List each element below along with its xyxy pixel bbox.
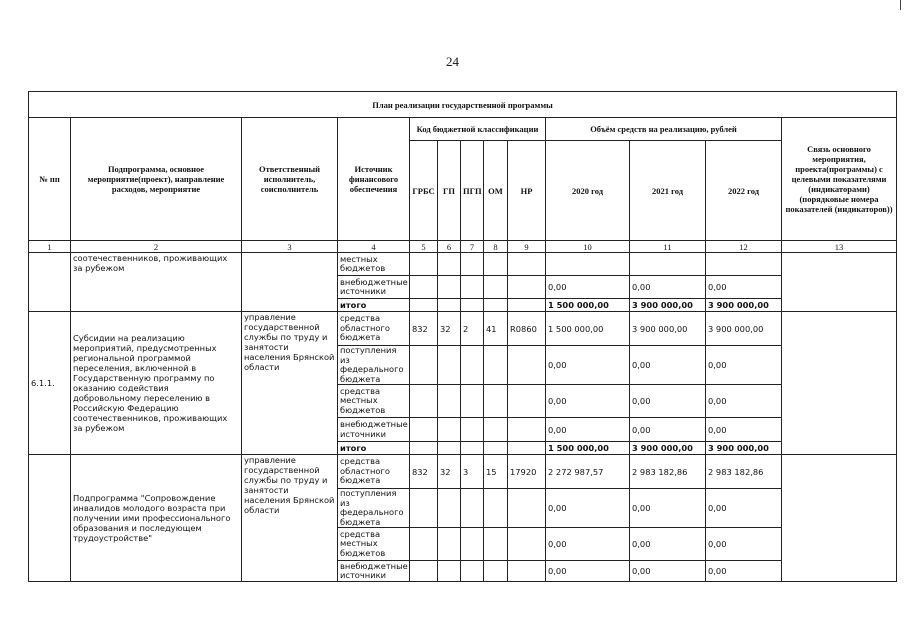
source-cell: внебюджетные источники bbox=[338, 418, 410, 442]
total-2022: 3 900 000,00 bbox=[706, 299, 782, 312]
measure-name: соотечественников, проживающих за рубежом bbox=[71, 253, 242, 312]
table-row bbox=[29, 455, 897, 489]
header-num: № пп bbox=[29, 118, 71, 241]
source-cell: средства местных бюджетов bbox=[338, 385, 410, 418]
source-cell: внебюджетные источники bbox=[338, 561, 410, 582]
column-number: 8 bbox=[484, 241, 508, 253]
header-responsible: Ответственный исполнитель, соисполнитель bbox=[242, 118, 338, 241]
column-number: 7 bbox=[461, 241, 484, 253]
source-cell: средства областного бюджета bbox=[338, 455, 410, 489]
num-cell bbox=[29, 253, 71, 312]
responsible-cell: управление государственной службы по труду и занятости населения Брянской области bbox=[242, 455, 338, 582]
column-number: 6 bbox=[438, 241, 461, 253]
column-number: 9 bbox=[508, 241, 546, 253]
value-2022: 3 900 000,00 bbox=[706, 312, 782, 346]
num-cell bbox=[29, 455, 71, 582]
plan-table bbox=[28, 91, 897, 582]
column-number: 12 bbox=[706, 241, 782, 253]
column-number: 2 bbox=[71, 241, 242, 253]
total-2021: 3 900 000,00 bbox=[630, 299, 706, 312]
value-2022: 0,00 bbox=[706, 489, 782, 528]
value-2020: 2 272 987,57 bbox=[546, 455, 630, 489]
table-row bbox=[29, 253, 897, 276]
column-number: 1 bbox=[29, 241, 71, 253]
value-2020: 0,00 bbox=[546, 561, 630, 582]
header-link: Связь основного мероприятия, проекта(программы) с целевыми показателями (индикаторами) (порядковые номера показателей (индикаторов)) bbox=[782, 118, 897, 241]
header-name: Подпрограмма, основное мероприятие(проект), направление расходов, мероприятие bbox=[71, 118, 242, 241]
gp-cell: 32 bbox=[438, 455, 461, 489]
responsible-cell bbox=[242, 253, 338, 312]
value-2020 bbox=[546, 253, 630, 276]
table-row bbox=[29, 312, 897, 346]
header-nr: НР bbox=[508, 141, 546, 241]
grbs-cell: 832 bbox=[410, 312, 438, 346]
header-2022: 2022 год bbox=[706, 141, 782, 241]
total-2021: 3 900 000,00 bbox=[630, 442, 706, 455]
value-2021: 0,00 bbox=[630, 418, 706, 442]
column-number: 4 bbox=[338, 241, 410, 253]
total-2020: 1 500 000,00 bbox=[546, 299, 630, 312]
om-cell: 15 bbox=[484, 455, 508, 489]
column-number: 5 bbox=[410, 241, 438, 253]
header-2021: 2021 год bbox=[630, 141, 706, 241]
source-cell: внебюджетные источники bbox=[338, 276, 410, 299]
total-label: итого bbox=[338, 299, 410, 312]
source-cell: местных бюджетов bbox=[338, 253, 410, 276]
column-number: 3 bbox=[242, 241, 338, 253]
value-2020: 0,00 bbox=[546, 528, 630, 561]
value-2021: 0,00 bbox=[630, 385, 706, 418]
header-om: ОМ bbox=[484, 141, 508, 241]
value-2022: 0,00 bbox=[706, 561, 782, 582]
value-2021: 3 900 000,00 bbox=[630, 312, 706, 346]
nr-cell: 17920 bbox=[508, 455, 546, 489]
corner-mark bbox=[900, 0, 901, 10]
value-2021 bbox=[630, 253, 706, 276]
source-cell: поступления из федерального бюджета bbox=[338, 346, 410, 385]
column-number: 11 bbox=[630, 241, 706, 253]
value-2021: 0,00 bbox=[630, 346, 706, 385]
header-pgp: ПГП bbox=[461, 141, 484, 241]
header-funds: Объём средств на реализацию, рублей bbox=[546, 118, 782, 141]
total-label: итого bbox=[338, 442, 410, 455]
header-2020: 2020 год bbox=[546, 141, 630, 241]
value-2020: 0,00 bbox=[546, 276, 630, 299]
value-2022: 0,00 bbox=[706, 385, 782, 418]
measure-name: Подпрограмма "Сопровождение инвалидов молодого возраста при получении ими профессионального образования и последующем трудоустройстве" bbox=[71, 455, 242, 582]
row-number: 6.1.1. bbox=[29, 312, 71, 455]
column-number: 10 bbox=[546, 241, 630, 253]
total-2022: 3 900 000,00 bbox=[706, 442, 782, 455]
value-2021: 0,00 bbox=[630, 276, 706, 299]
total-2020: 1 500 000,00 bbox=[546, 442, 630, 455]
column-number-row bbox=[29, 241, 897, 253]
value-2022: 0,00 bbox=[706, 276, 782, 299]
header-source: Источник финансового обеспечения bbox=[338, 118, 410, 241]
pgp-cell: 2 bbox=[461, 312, 484, 346]
source-cell: средства областного бюджета bbox=[338, 312, 410, 346]
source-cell: средства местных бюджетов bbox=[338, 528, 410, 561]
value-2021: 2 983 182,86 bbox=[630, 455, 706, 489]
value-2020: 0,00 bbox=[546, 489, 630, 528]
value-2022: 0,00 bbox=[706, 528, 782, 561]
grbs-cell: 832 bbox=[410, 455, 438, 489]
value-2021: 0,00 bbox=[630, 561, 706, 582]
column-number: 13 bbox=[782, 241, 897, 253]
value-2020: 0,00 bbox=[546, 418, 630, 442]
value-2020: 0,00 bbox=[546, 385, 630, 418]
header-grbs: ГРБС bbox=[410, 141, 438, 241]
value-2022: 0,00 bbox=[706, 346, 782, 385]
page-number: 24 bbox=[446, 54, 459, 69]
value-2022: 0,00 bbox=[706, 418, 782, 442]
header-gp: ГП bbox=[438, 141, 461, 241]
value-2020: 0,00 bbox=[546, 346, 630, 385]
gp-cell: 32 bbox=[438, 312, 461, 346]
value-2021: 0,00 bbox=[630, 528, 706, 561]
nr-cell: R0860 bbox=[508, 312, 546, 346]
pgp-cell: 3 bbox=[461, 455, 484, 489]
value-2021: 0,00 bbox=[630, 489, 706, 528]
header-budget-code: Код бюджетной классификации bbox=[410, 118, 546, 141]
value-2022: 2 983 182,86 bbox=[706, 455, 782, 489]
table-title: План реализации государственной программы bbox=[29, 92, 897, 118]
measure-name: Субсидии на реализацию мероприятий, предусмотренных региональной программой переселения, включенной в Государственную программу по оказанию содействия добровольному переселению в Российскую Федерацию соотечественников, проживающих за рубежом bbox=[71, 312, 242, 455]
responsible-cell: управление государственной службы по труду и занятости населения Брянской области bbox=[242, 312, 338, 455]
value-2022 bbox=[706, 253, 782, 276]
source-cell: поступления из федерального бюджета bbox=[338, 489, 410, 528]
value-2020: 1 500 000,00 bbox=[546, 312, 630, 346]
om-cell: 41 bbox=[484, 312, 508, 346]
